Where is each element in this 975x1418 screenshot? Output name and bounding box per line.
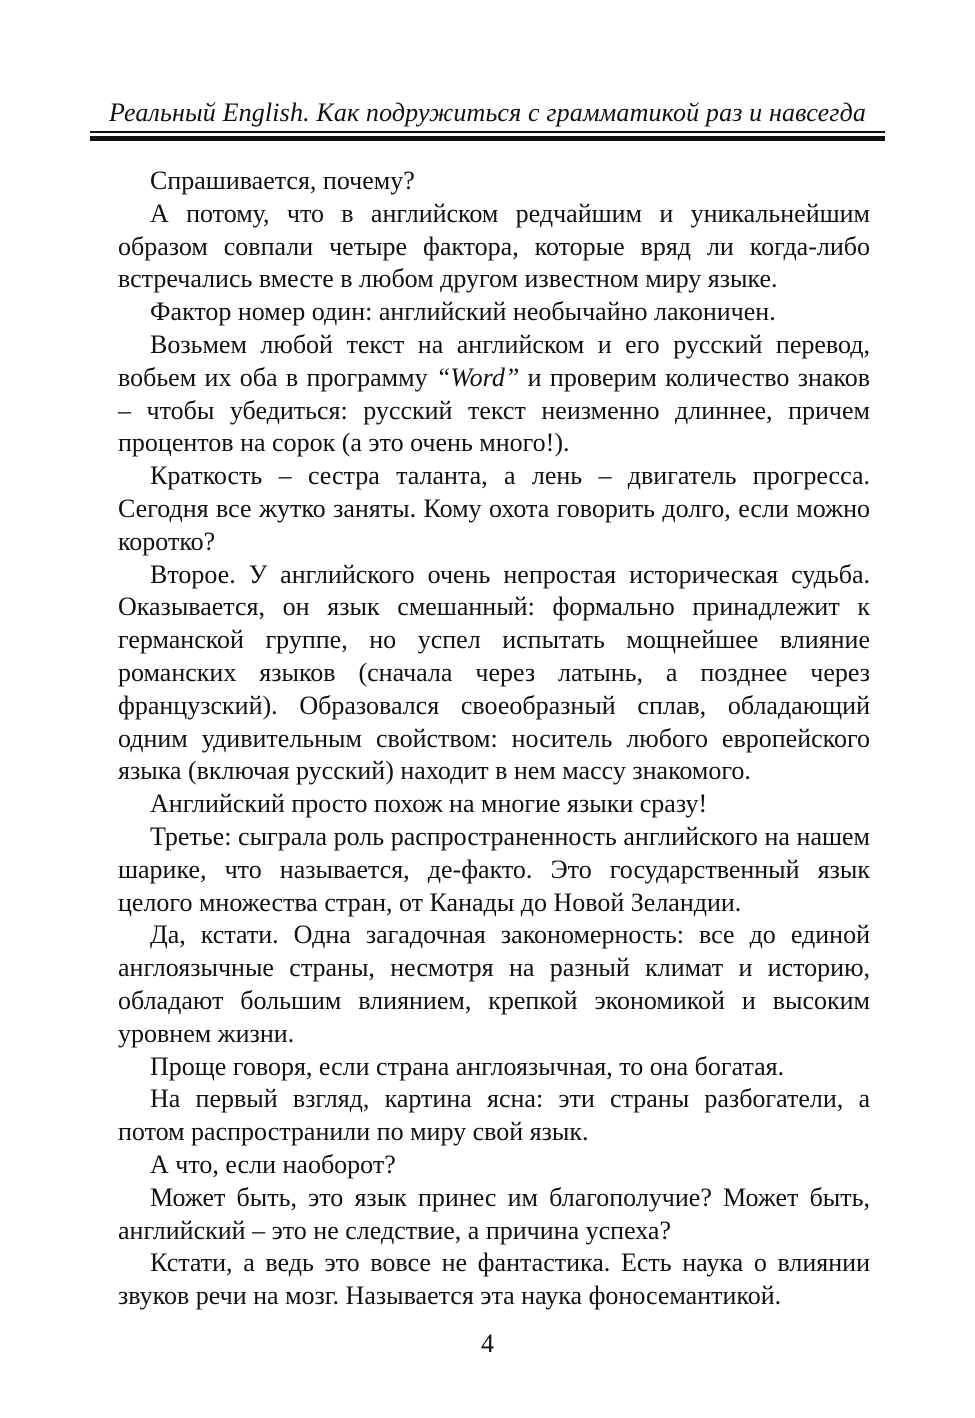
paragraph: Фактор номер один: английский необычайно лаконичен. [150, 297, 776, 327]
header-rule-thin [90, 131, 885, 133]
paragraph: Английский просто похож на многие языки сразу! [150, 789, 708, 819]
body-text [118, 165, 870, 1313]
paragraph: Спрашивается, почему? [150, 166, 415, 195]
paragraph: Третье: сыграла роль распространенность английского на нашем шарике, что называется, де-факто. Это государственный язык целого множества стран, от Канады до Новой Зеландии. [118, 821, 870, 917]
word-program-name: “Word” [435, 362, 520, 392]
running-header-title: Реальный English. Как подружиться с грамматикой раз и навсегда [108, 98, 867, 127]
paragraph: Может быть, это язык принес им благополучие? Может быть, английский – это не следствие, а причина успеха? [118, 1182, 870, 1245]
paragraph: На первый взгляд, картина ясна: эти страны разбогатели, а потом распространили по миру свой язык. [118, 1084, 870, 1147]
paragraph-text-before: Возьмем любой текст на английском и его русский перевод, вобьем их оба в программу [118, 329, 870, 392]
paragraph [118, 329, 870, 460]
paragraph-text-after: и проверим количество знаков – чтобы убедиться: русский текст неизменно длиннее, причем процентов на сорок (а это очень много!). [118, 362, 871, 458]
paragraph: Да, кстати. Одна загадочная закономерность: все до единой англоязычные страны, несмотря на разный климат и историю, обладают большим влиянием, крепкой экономикой и высоким уровнем жизни. [118, 920, 870, 1048]
paragraph: А потому, что в английском редчайшим и уникальнейшим образом совпали четыре фактора, которые вряд ли когда-либо встречались вместе в любом другом известном миру языке. [118, 198, 870, 294]
header-rule-thick [90, 136, 885, 141]
paragraph: А что, если наоборот? [150, 1149, 396, 1179]
paragraph: Краткость – сестра таланта, а лень – двигатель прогресса. Сегодня все жутко заняты. Кому охота говорить долго, если можно коротко? [118, 461, 870, 556]
paragraph: Кстати, а ведь это вовсе не фантастика. Есть наука о влиянии звуков речи на мозг. Называется эта наука фоносемантикой. [118, 1248, 870, 1311]
paragraph: Второе. У английского очень непростая историческая судьба. Оказывается, он язык смешанный: формально принадлежит к германской группе, но успел испытать мощнейшее влияние романских языков (сначала через латынь, а позднее через французский). Образовался своеобразный сплав, обладающий одним удивительным свойством: носитель любого европейского языка (включая русский) находит в нем массу знакомого. [118, 559, 870, 786]
paragraph: Проще говоря, если страна англоязычная, то она богатая. [150, 1051, 785, 1081]
page-number: 4 [481, 1329, 494, 1358]
